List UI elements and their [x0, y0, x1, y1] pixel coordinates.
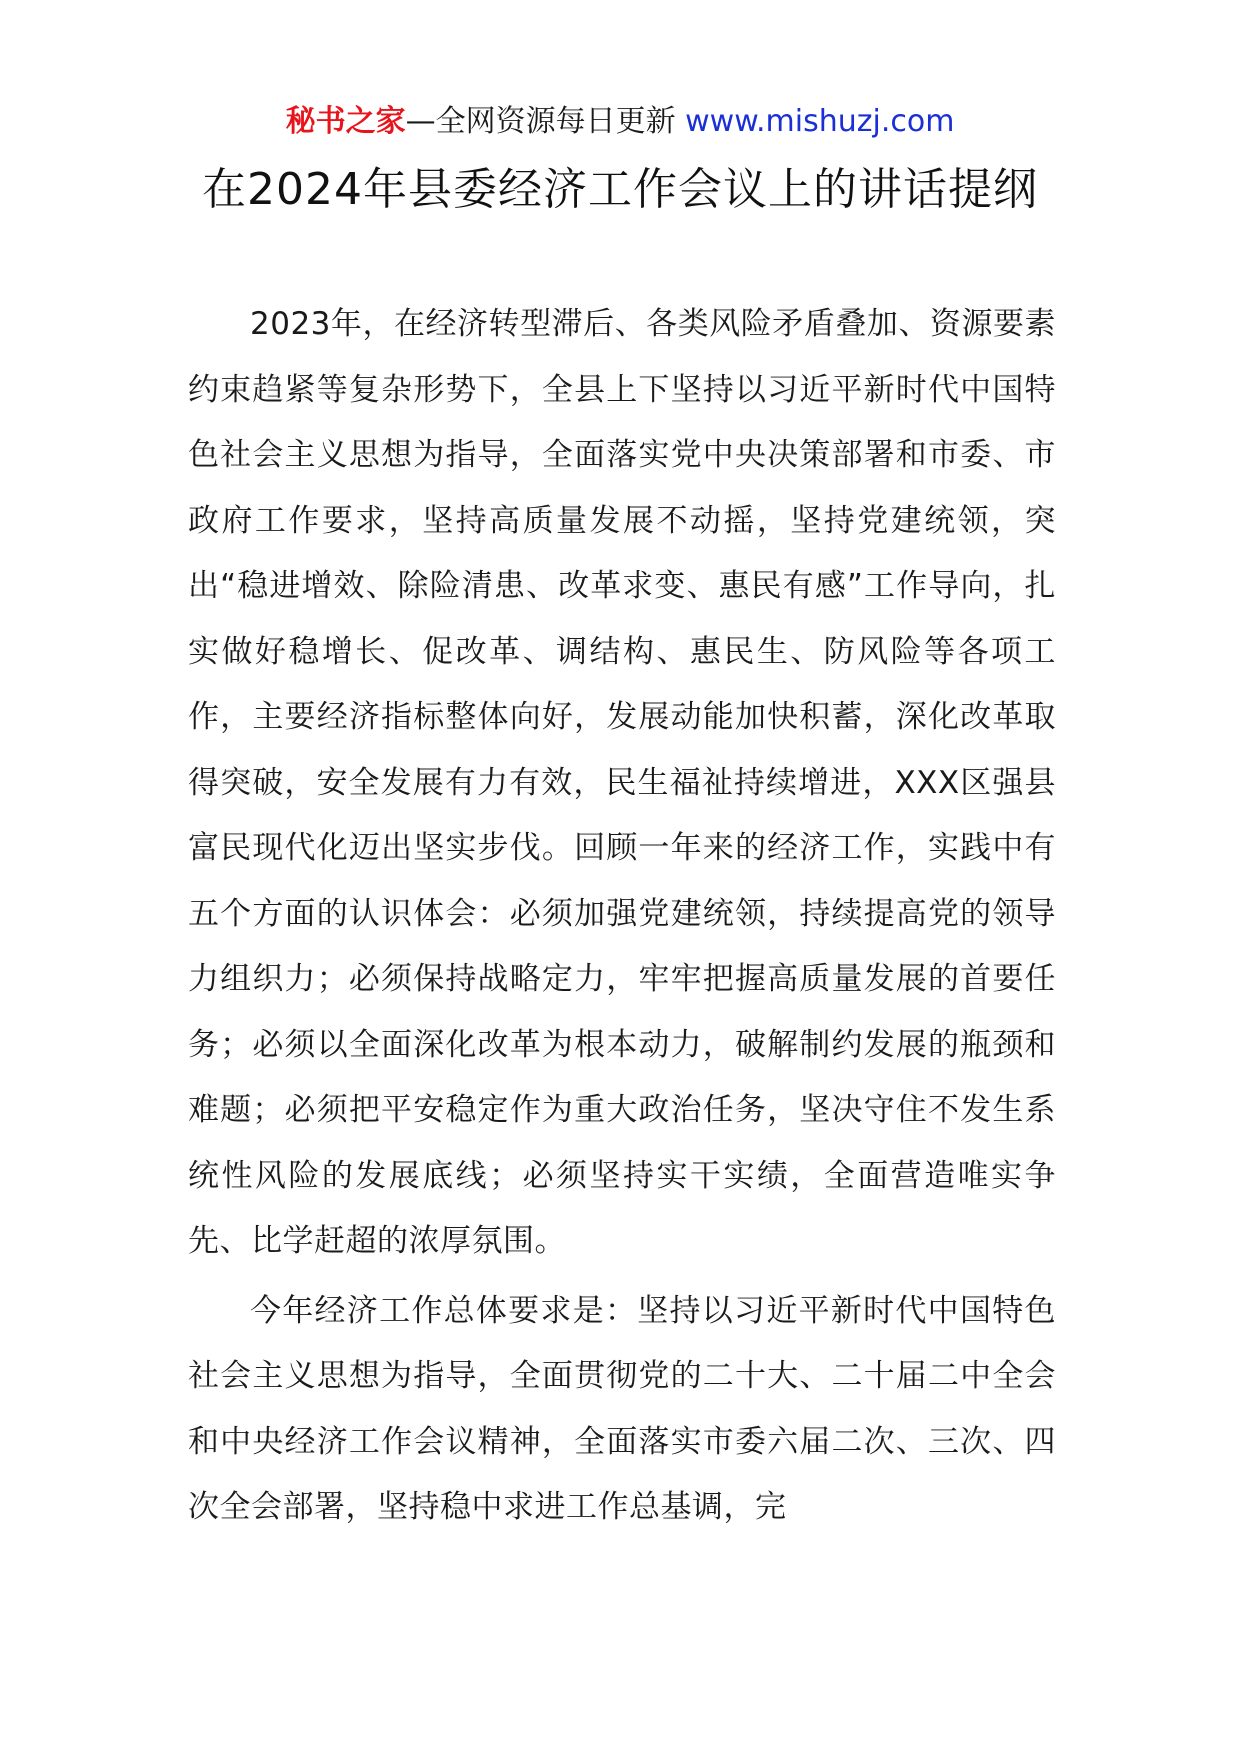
paragraph: 2023年，在经济转型滞后、各类风险矛盾叠加、资源要素约束趋紧等复杂形势下，全县上下坚持以习近平新时代中国特色社会主义思想为指导，全面落实党中央决策部署和市委、市政府工作要求，坚持高质量发展不动摇，坚持党建统领，突出“稳进增效、除险清患、改革求变、惠民有感”工作导向，扎实做好稳增长、促改革、调结构、惠民生、防风险等各项工作，主要经济指标整体向好，发展动能加快积蓄，深化改革取得突破，安全发展有力有效，民生福祉持续增进，XXX区强县富民现代化迈出坚实步伐。回顾一年来的经济工作，实践中有五个方面的认识体会：必须加强党建统领，持续提高党的领导力组织力；必须保持战略定力，牢牢把握高质量发展的首要任务；必须以全面深化改革为根本动力，破解制约发展的瓶颈和难题；必须把平安稳定作为重大政治任务，坚决守住不发生系统性风险的发展底线；必须坚持实干实绩，全面营造唯实争先、比学赶超的浓厚氛围。 [188, 306, 1056, 1259]
paragraph: 今年经济工作总体要求是：坚持以习近平新时代中国特色社会主义思想为指导，全面贯彻党的二十大、二十届二中全会和中央经济工作会议精神，全面落实市委六届二次、三次、四次全会部署，坚持稳中求进工作总基调，完 [188, 1292, 1056, 1525]
document-body [188, 292, 1056, 1545]
site-banner [0, 102, 1240, 142]
document-title: 在2024年县委经济工作会议上的讲话提纲 [202, 164, 1038, 215]
site-url-link[interactable]: www.mishuzj.com [685, 104, 955, 139]
banner-tagline: —全网资源每日更新 [405, 104, 686, 139]
brand-name: 秘书之家 [285, 104, 406, 139]
